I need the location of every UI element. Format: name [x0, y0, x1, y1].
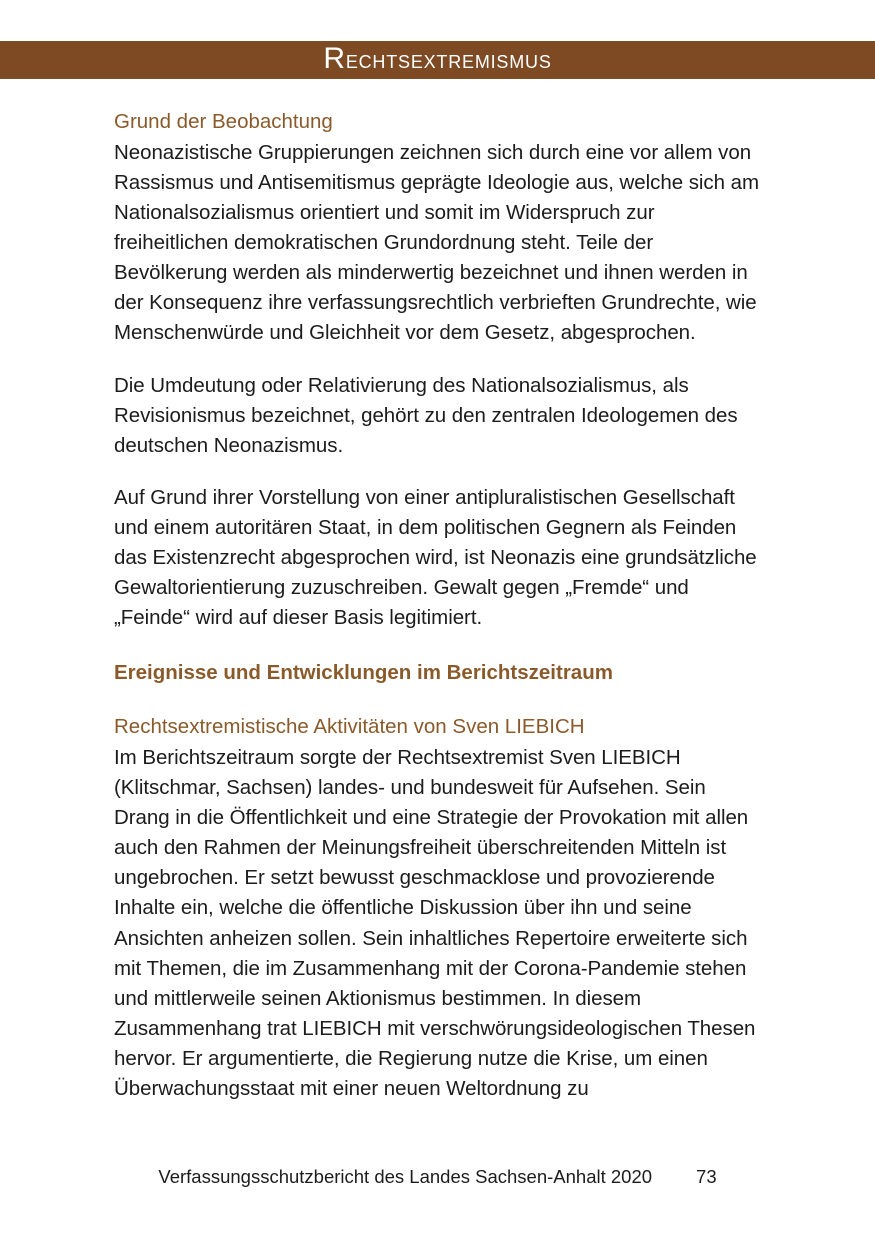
page-header-title-rest: echtsextremismus	[345, 44, 552, 74]
heading-spacer	[114, 689, 764, 713]
document-body	[114, 108, 764, 1104]
heading-spacer	[114, 633, 764, 659]
footer-page-number: 73	[696, 1166, 717, 1187]
heading-ereignisse-und-entwicklungen: Ereignisse und Entwicklungen im Berichtszeitraum	[114, 660, 613, 684]
paragraph-neonazistische-gruppierungen: Neonazistische Gruppierungen zeichnen sich durch eine vor allem von Rassismus und Antisemitismus geprägte Ideologie aus, welche sich am Nationalsozialismus orientiert und somit im Widerspruch zur freiheitlichen demokratischen Grundordnung steht. Teile der Bevölkerung werden als minderwertig bezeichnet und ihnen werden in der Konsequenz ihre verfassungsrechtlich verbrieften Grundrechte, wie Menschenwürde und Gleichheit vor dem Gesetz, abgesprochen.	[114, 141, 759, 345]
paragraph-antipluralistische-gesellschaft: Auf Grund ihrer Vorstellung von einer antipluralistischen Gesellschaft und einem autoritären Staat, in dem politischen Gegnern als Feinden das Existenzrecht abgesprochen wird, ist Neonazis eine grundsätzliche Gewaltorientierung zuzuschreiben. Gewalt gegen „Fremde“ und „Feinde“ wird auf dieser Basis legitimiert.	[114, 485, 757, 629]
page-header-band	[0, 41, 875, 79]
page-footer	[0, 1166, 875, 1188]
paragraph-spacer	[114, 461, 764, 483]
heading-aktivitaeten-sven-liebich: Rechtsextremistische Aktivitäten von Sven LIEBICH	[114, 715, 585, 739]
paragraph-liebich-berichtszeitraum: Im Berichtszeitraum sorgte der Rechtsextremist Sven LIEBICH (Klitschmar, Sachsen) landes- und bundesweit für Aufsehen. Sein Drang in die Öffentlichkeit und eine Strategie der Provokation mit allen auch den Rahmen der Meinungsfreiheit überschreitenden Mitteln ist ungebrochen. Er setzt bewusst geschmacklose und provozierende Inhalte ein, welche die öffentliche Diskussion über ihn und seine Ansichten anheizen sollen. Sein inhaltliches Repertoire erweiterte sich mit Themen, die im Zusammenhang mit der Corona-Pandemie stehen und mittlerweile seinen Aktionismus bestimmen. In diesem Zusammenhang trat LIEBICH mit verschwörungsideologischen Thesen hervor. Er argumentierte, die Regierung nutze die Krise, um einen Überwachungsstaat mit einer neuen Weltordnung zu	[114, 746, 756, 1100]
footer-document-title: Verfassungsschutzbericht des Landes Sachsen-Anhalt 2020	[158, 1166, 653, 1187]
paragraph-umdeutung-relativierung: Die Umdeutung oder Relativierung des Nationalsozialismus, als Revisionismus bezeichnet, gehört zu den zentralen Ideologemen des deutschen Neonazismus.	[114, 373, 738, 457]
paragraph-spacer	[114, 349, 764, 371]
page-header-title	[323, 44, 551, 76]
page-header-title-initial: R	[323, 42, 346, 75]
heading-grund-der-beobachtung: Grund der Beobachtung	[114, 110, 333, 133]
